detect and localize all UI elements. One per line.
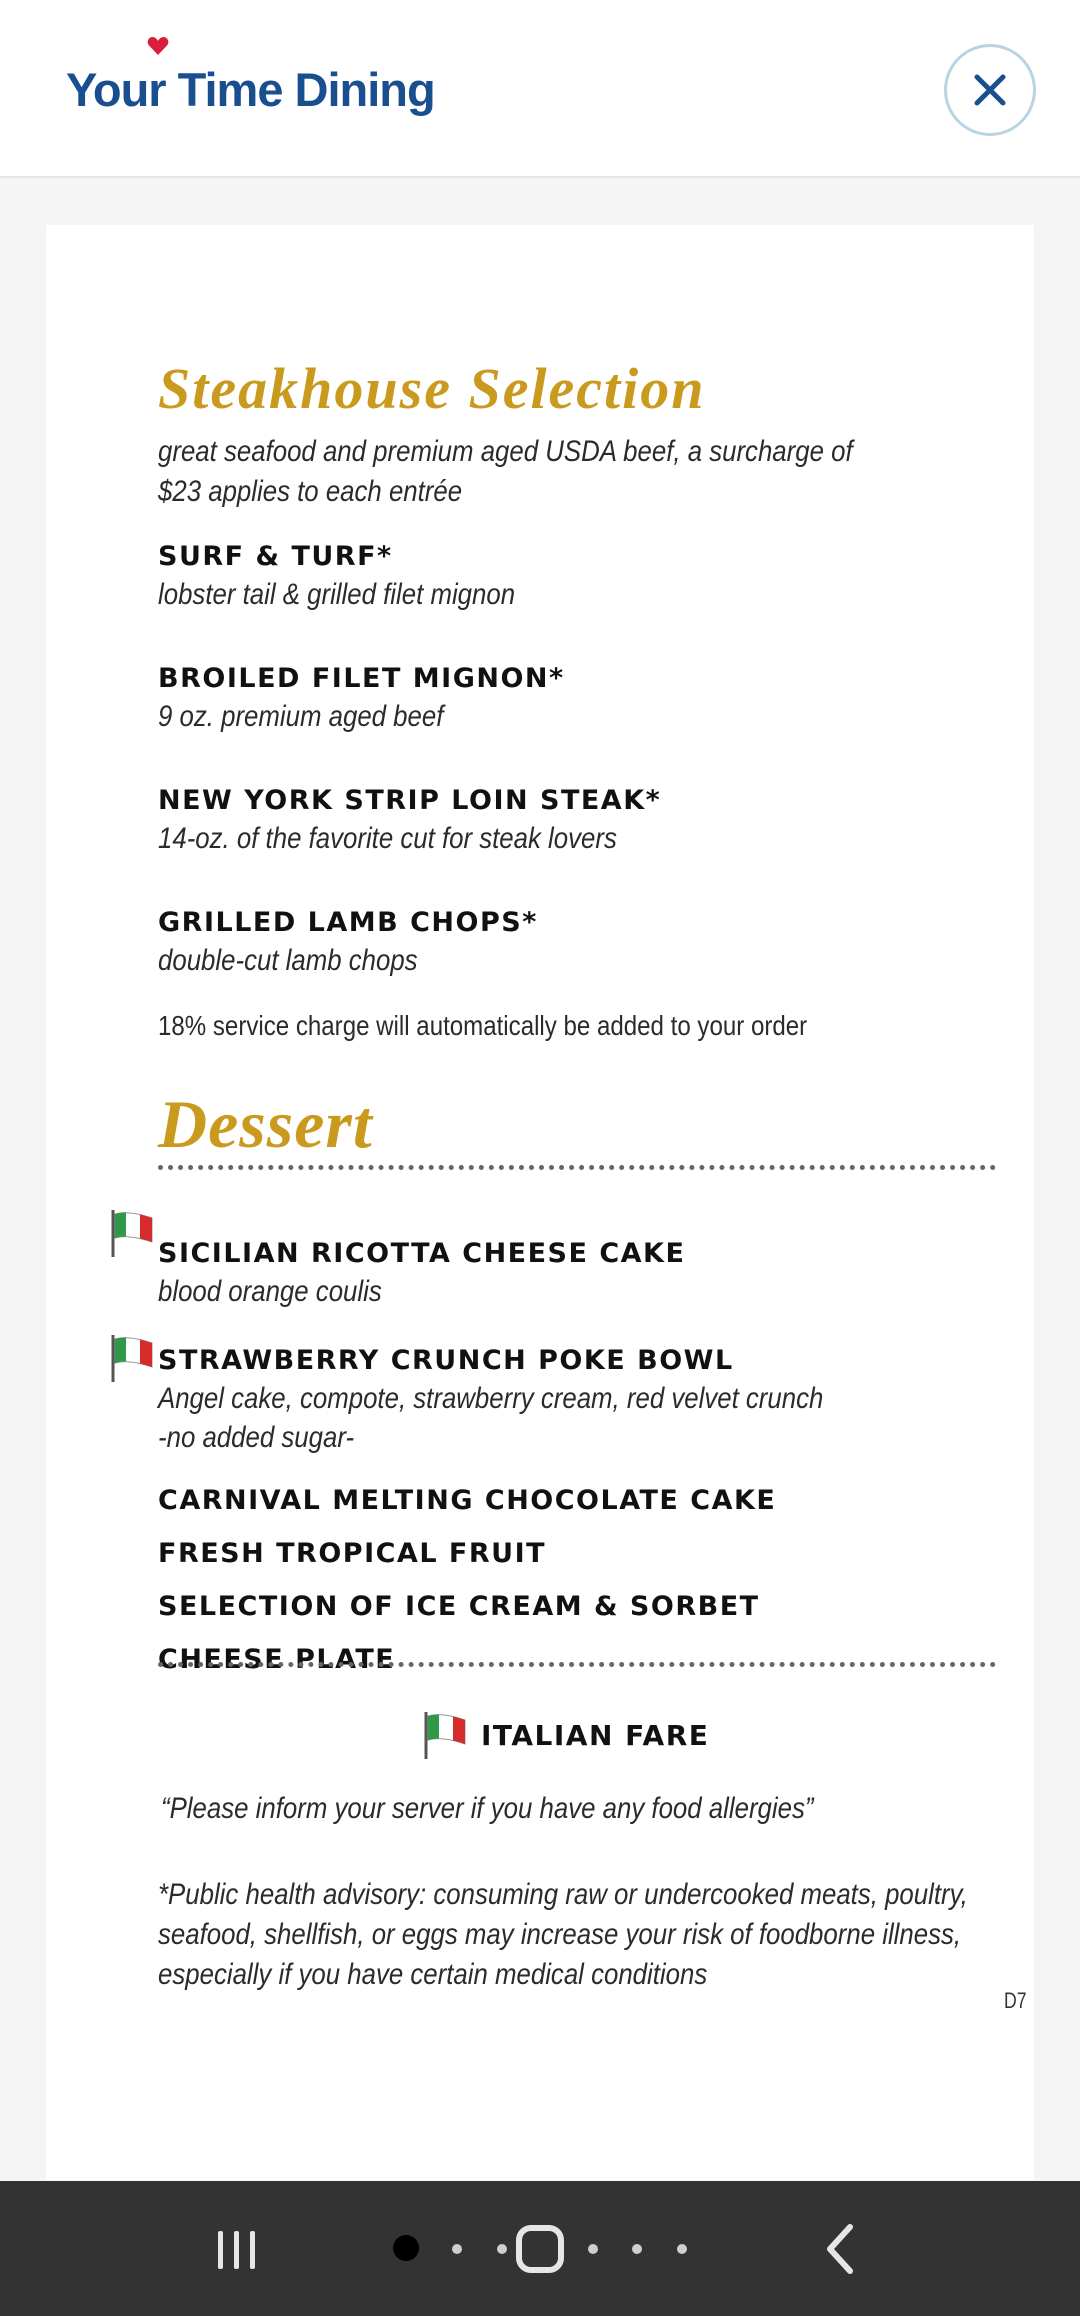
menu-item-name: FRESH TROPICAL FRUIT — [158, 1538, 547, 1569]
page-indicator-dot — [677, 2244, 687, 2254]
heart-icon — [147, 36, 169, 56]
dotted-divider — [158, 1165, 996, 1170]
menu-item-name: CHEESE PLATE — [158, 1644, 396, 1675]
page-indicator-dot — [632, 2244, 642, 2254]
dessert-title: Dessert — [158, 1086, 373, 1162]
service-charge-note: 18% service charge will automatically be added to your order — [158, 1010, 808, 1041]
logo — [66, 60, 435, 120]
logo-text: Your Time Dining — [66, 63, 435, 116]
menu-item-name: SURF & TURF* — [158, 541, 393, 572]
menu-item-desc: blood orange coulis — [158, 1275, 382, 1308]
menu-item-name: STRAWBERRY CRUNCH POKE BOWL — [158, 1345, 734, 1376]
recents-icon — [210, 2219, 262, 2279]
menu-item-name: GRILLED LAMB CHOPS* — [158, 907, 538, 938]
close-button[interactable] — [944, 44, 1036, 136]
menu-item-name: BROILED FILET MIGNON* — [158, 663, 565, 694]
italian-flag-icon — [423, 1710, 467, 1760]
back-icon — [818, 2219, 862, 2279]
menu-item-desc: Angel cake, compote, strawberry cream, red velvet crunch — [158, 1382, 824, 1415]
menu-item-desc: lobster tail & grilled filet mignon — [158, 578, 516, 611]
menu-item-name: CARNIVAL MELTING CHOCOLATE CAKE — [158, 1485, 777, 1516]
steakhouse-description: great seafood and premium aged USDA beef, a surcharge of $23 applies to each entrée — [158, 435, 853, 508]
app-header — [0, 0, 1080, 178]
system-nav-bar — [0, 2181, 1080, 2316]
menu-item-desc: double-cut lamb chops — [158, 944, 418, 977]
page-indicator-dot — [393, 2235, 419, 2261]
italian-flag-icon — [110, 1208, 154, 1258]
back-button[interactable] — [818, 2219, 862, 2279]
menu-item-name: SICILIAN RICOTTA CHEESE CAKE — [158, 1238, 686, 1269]
page-code: D7 — [1004, 1988, 1027, 2013]
menu-item-desc: 9 oz. premium aged beef — [158, 700, 444, 733]
home-icon — [512, 2221, 568, 2277]
public-health-advisory: *Public health advisory: consuming raw or undercooked meats, poultry, seafood, shellfish, or eggs may increase your risk of foodborne illness, especially if you have certain medical conditions — [158, 1878, 968, 1991]
recents-button[interactable] — [210, 2219, 262, 2279]
close-icon — [973, 73, 1007, 107]
menu-item-name: NEW YORK STRIP LOIN STEAK* — [158, 785, 662, 816]
menu-page — [46, 225, 1034, 2180]
page-indicator-dot — [588, 2244, 598, 2254]
menu-item-desc: 14-oz. of the favorite cut for steak lovers — [158, 822, 617, 855]
menu-item-name: SELECTION OF ICE CREAM & SORBET — [158, 1591, 760, 1622]
italian-flag-icon — [110, 1333, 154, 1383]
menu-item-note: -no added sugar- — [158, 1421, 355, 1454]
italian-fare-legend — [423, 1710, 709, 1760]
italian-fare-label: ITALIAN FARE — [481, 1718, 710, 1752]
steakhouse-title: Steakhouse Selection — [158, 356, 706, 421]
page-indicator-dot — [497, 2244, 507, 2254]
dotted-divider — [158, 1662, 996, 1667]
home-button[interactable] — [512, 2221, 568, 2277]
page-indicator-dot — [452, 2244, 462, 2254]
allergy-note: “Please inform your server if you have any food allergies” — [161, 1792, 814, 1825]
